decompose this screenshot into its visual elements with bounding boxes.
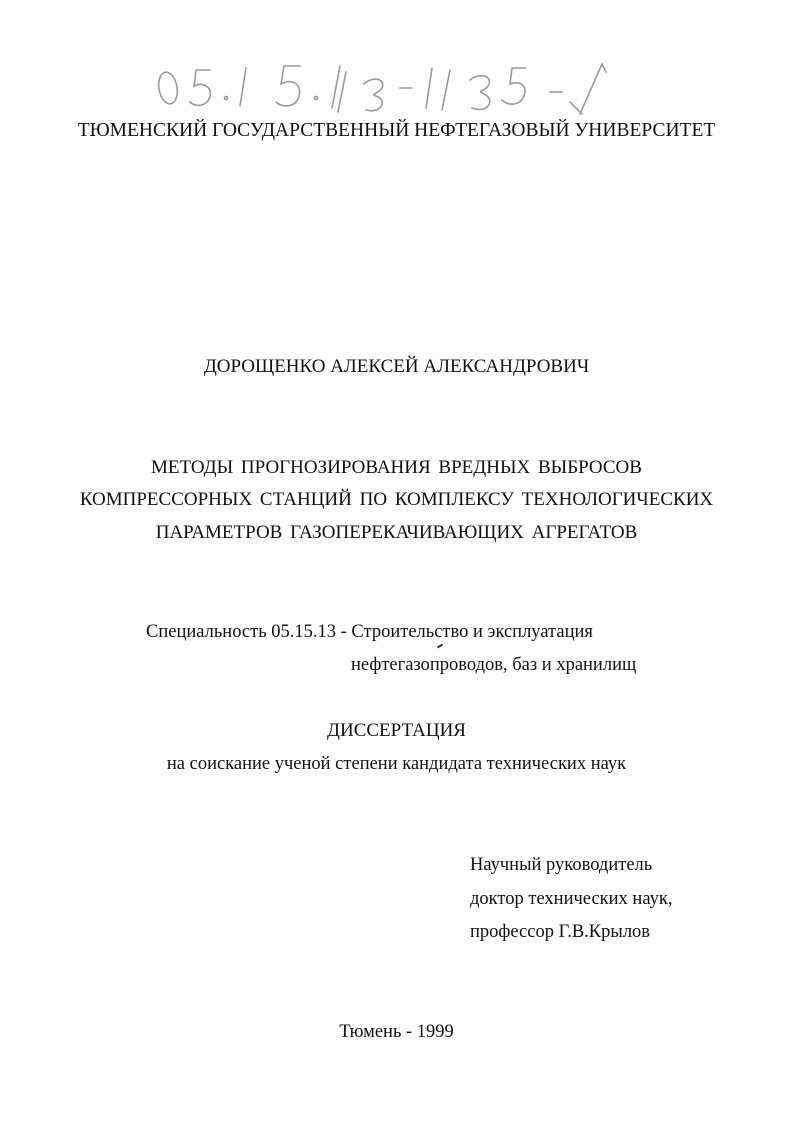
- degree-line: на соискание ученой степени кандидата технических наук: [166, 754, 627, 774]
- supervisor-degree: доктор технических наук,: [470, 889, 673, 909]
- supervisor-role: Научный руководитель: [470, 855, 653, 875]
- thesis-title-line-3: ПАРАМЕТРОВ ГАЗОПЕРЕКАЧИВАЮЩИХ АГРЕГАТОВ: [155, 522, 638, 543]
- author-name: ДОРОЩЕНКО АЛЕКСЕЙ АЛЕКСАНДРОВИЧ: [203, 356, 590, 377]
- supervisor-name: профессор Г.В.Крылов: [470, 922, 651, 942]
- thesis-title-line-2: КОМПРЕССОРНЫХ СТАНЦИЙ ПО КОМПЛЕКСУ ТЕХНОЛОГИЧЕСКИХ: [79, 489, 714, 510]
- specialty-line-1: Специальность 05.15.13 - Строительство и эксплуатация: [146, 622, 593, 642]
- specialty-line-2: нефтегазопроводов, баз и хранилищ: [351, 655, 637, 675]
- city-year: Тюмень - 1999: [339, 1022, 454, 1042]
- document-type: ДИССЕРТАЦИЯ: [327, 720, 466, 741]
- handwritten-archive-mark: [150, 58, 630, 120]
- handwritten-accent-mark: [437, 644, 443, 649]
- university-name: ТЮМЕНСКИЙ ГОСУДАРСТВЕННЫЙ НЕФТЕГАЗОВЫЙ УНИВЕРСИТЕТ: [77, 120, 716, 141]
- thesis-title-line-1: МЕТОДЫ ПРОГНОЗИРОВАНИЯ ВРЕДНЫХ ВЫБРОСОВ: [151, 457, 642, 478]
